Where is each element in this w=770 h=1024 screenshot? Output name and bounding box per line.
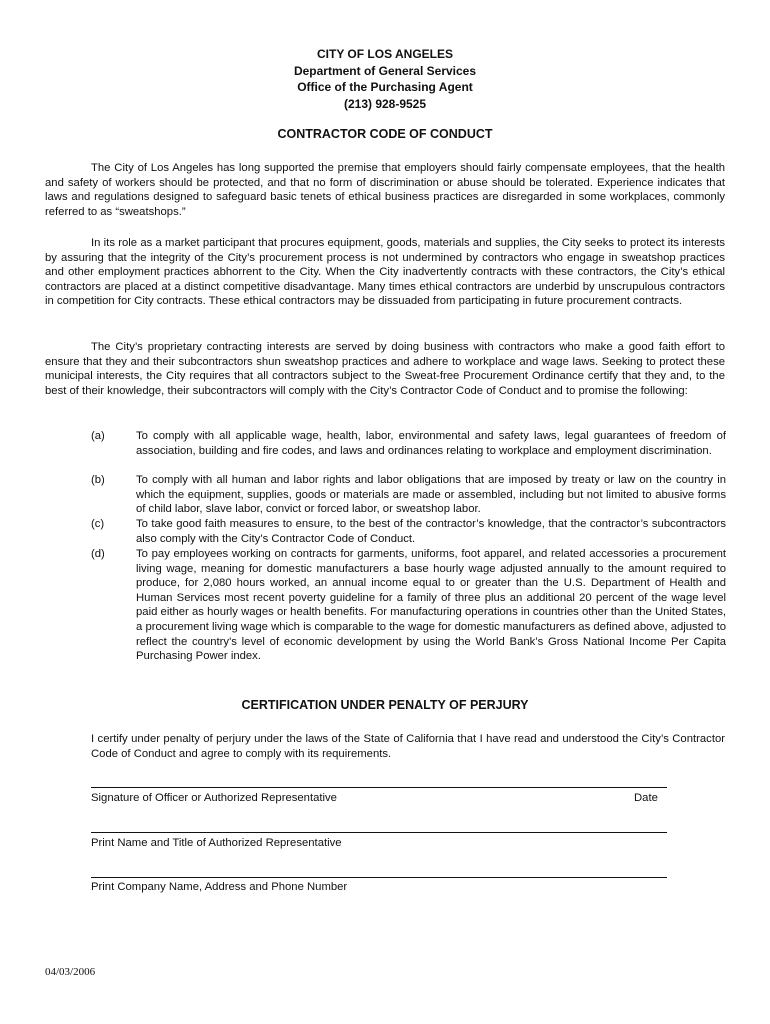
intro-paragraph: The City of Los Angeles has long supported the premise that employers should fairly compensate employees, that the health and safety of workers should be protected, and that no form of discrimination or abuse should be tolerated. Experience indicates that laws and regulations designed to safeguard basic tenets of ethical business practices are disregarded in some workplaces, commonly referred to as “sweatshops.” <box>45 162 725 218</box>
revision-date: 04/03/2006 <box>45 966 96 978</box>
print-name-line[interactable] <box>91 832 667 833</box>
list-item-label: (a) <box>91 430 105 442</box>
list-item-text: To comply with all applicable wage, health, labor, environmental and safety laws, legal guarantees of freedom of association, building and fire codes, and laws and ordinances relating to workplace and employment discrimination. <box>136 430 726 457</box>
office-name: Office of the Purchasing Agent <box>297 80 473 94</box>
proprietary-interests-paragraph: The City’s proprietary contracting interests are served by doing business with contractors who make a good faith effort to ensure that they and their subcontractors shun sweatshop practices and adhere to workplace and wage laws. Seeking to protect these municipal interests, the City requires that all contractors subject to the Sweat-free Procurement Ordinance certify that they and, to the best of their knowledge, their subcontractors will comply with the City’s Contractor Code of Conduct and to promise the following: <box>45 341 725 397</box>
letterhead <box>0 46 770 112</box>
list-item-label: (b) <box>91 474 105 486</box>
date-label: Date <box>634 792 658 804</box>
certification-statement: I certify under penalty of perjury under the laws of the State of California that I have read and understood the City’s Contractor Code of Conduct and agree to comply with its requirements. <box>91 733 725 760</box>
certification-title: CERTIFICATION UNDER PENALTY OF PERJURY <box>241 698 529 712</box>
list-item-text: To comply with all human and labor rights and labor obligations that are imposed by treaty or law on the country in which the equipment, supplies, goods or materials are made or assembled, including but not limited to abusive forms of child labor, slave labor, convict or forced labor, or sweatshop labor. <box>136 474 726 516</box>
print-name-label: Print Name and Title of Authorized Representative <box>91 837 342 849</box>
signature-label: Signature of Officer or Authorized Representative <box>91 792 337 804</box>
signature-line[interactable] <box>91 787 667 788</box>
list-item-text: To take good faith measures to ensure, to the best of the contractor’s knowledge, that the contractor’s subcontractors also comply with the City’s Contractor Code of Conduct. <box>136 518 726 545</box>
company-info-line[interactable] <box>91 877 667 878</box>
office-phone: (213) 928-9525 <box>343 96 427 111</box>
list-item-label: (d) <box>91 548 105 560</box>
market-participant-paragraph: In its role as a market participant that procures equipment, goods, materials and supplies, the City seeks to protect its interests by assuring that the integrity of the City’s procurement process is not undermined by contractors who engage in sweatshop practices and other employment practices abhorrent to the City. When the City inadvertently contracts with these contractors, the City’s ethical contractors are placed at a distinct competitive disadvantage. Many times ethical contractors are underbid by unscrupulous contractors in competition for City contracts. These ethical contractors may be dissuaded from participating in future procurement contracts. <box>45 237 725 308</box>
list-item-label: (c) <box>91 518 105 530</box>
company-info-label: Print Company Name, Address and Phone Number <box>91 881 348 893</box>
document-title: CONTRACTOR CODE OF CONDUCT <box>277 127 493 141</box>
list-item-text: To pay employees working on contracts for garments, uniforms, foot apparel, and related accessories a procurement living wage, meaning for domestic manufacturers a base hourly wage adjusted annually to the amount required to produce, for 2,080 hours worked, an annual income equal to or greater than the U.S. Department of Health and Human Services most recent poverty guideline for a family of three plus an additional 20 percent of the wage level paid either as hourly wages or health benefits. For manufacturing operations in countries other than the United States, a procurement living wage which is comparable to the wage for domestic manufacturers as defined above, adjusted to reflect the country's level of economic development by using the World Bank’s Gross National Income Per Capita Purchasing Power index. <box>136 548 726 663</box>
department-name: Department of General Services <box>293 63 477 78</box>
city-name: CITY OF LOS ANGELES <box>316 47 453 61</box>
